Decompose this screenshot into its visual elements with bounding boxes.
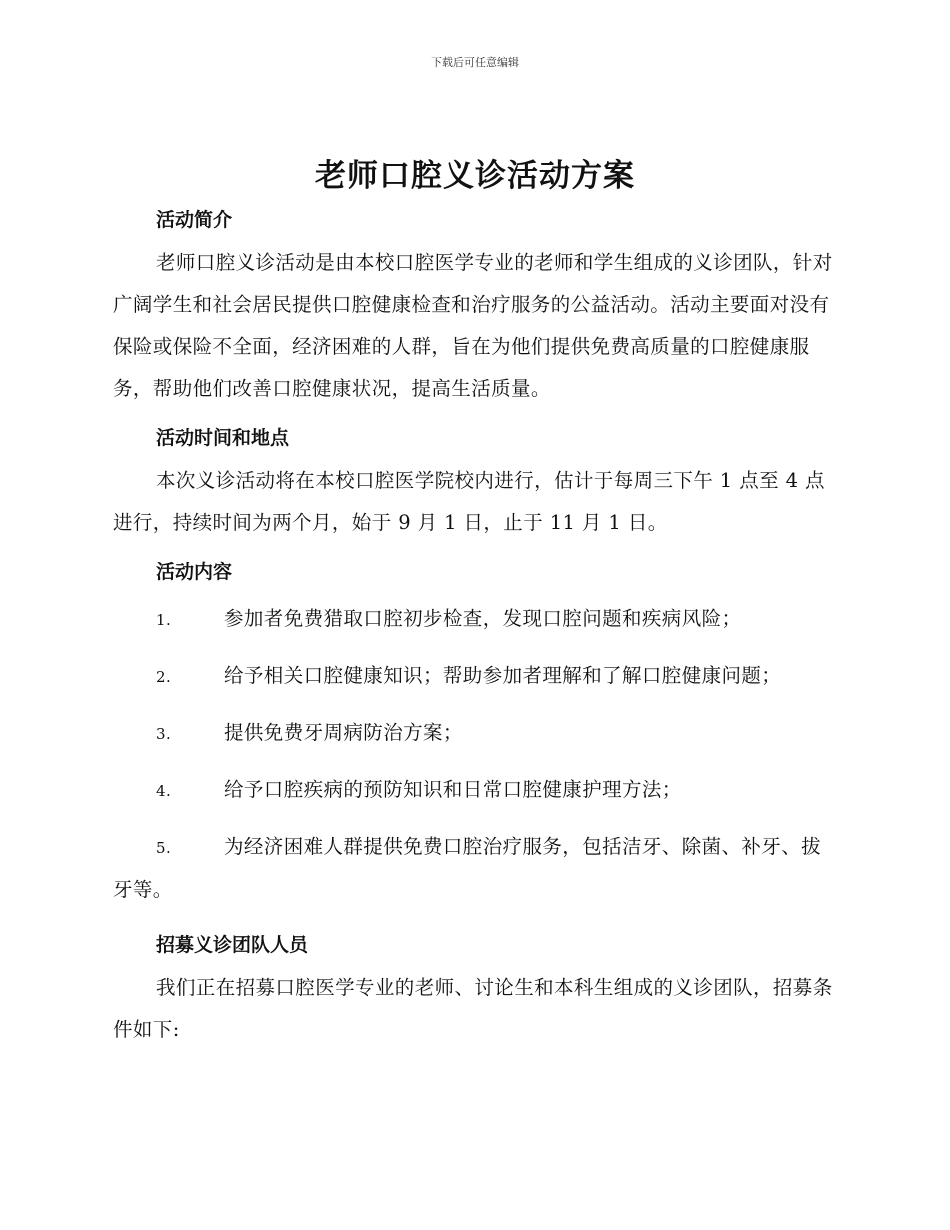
section-heading-time-place: 活动时间和地点 (156, 427, 290, 449)
list-item-number: 2. (156, 668, 172, 686)
section-paragraph-intro: 老师口腔义诊活动是由本校口腔医学专业的老师和学生组成的义诊团队，针对广阔学生和社会居民提供口腔健康检查和治疗服务的公益活动。活动主要面对没有保险或保险不全面，经济困难的人群，旨在为他们提供免费高质量的口腔健康服务，帮助他们改善口腔健康状况，提高生活质量。 (113, 251, 833, 400)
list-item (113, 598, 833, 641)
header-note: 下载后可任意编辑 (431, 56, 519, 69)
list-item-text: 为经济困难人群提供免费口腔治疗服务，包括洁牙、除菌、补牙、拔牙等。 (113, 835, 822, 901)
list-item (113, 655, 833, 698)
section-heading-intro: 活动简介 (156, 209, 233, 231)
section-heading-recruit: 招募义诊团队人员 (156, 934, 309, 956)
list-item-text: 给予相关口腔健康知识；帮助参加者理解和了解口腔健康问题； (224, 664, 782, 687)
section-paragraph-time-place: 本次义诊活动将在本校口腔医学院校内进行，估计于每周三下午 1 点至 4 点进行，持续时间为两个月，始于 9 月 1 日，止于 11 月 1 日。 (113, 469, 825, 534)
list-item-text: 参加者免费猎取口腔初步检查，发现口腔问题和疾病风险； (224, 607, 742, 630)
list-item (113, 769, 833, 812)
list-item-number: 3. (156, 725, 172, 743)
section-paragraph-recruit: 我们正在招募口腔医学专业的老师、讨论生和本科生组成的义诊团队，招募条件如下: (113, 976, 833, 1041)
section-heading-content: 活动内容 (156, 561, 233, 583)
list-item-text: 给予口腔疾病的预防知识和日常口腔健康护理方法； (224, 778, 682, 801)
list-item (113, 712, 833, 755)
list-item-number: 1. (156, 611, 172, 629)
document-title: 老师口腔义诊活动方案 (315, 158, 635, 194)
list-item-number: 4. (156, 782, 172, 800)
list-item-number: 5. (156, 839, 172, 857)
document-body (113, 200, 833, 1051)
list-item-text: 提供免费牙周病防治方案； (224, 721, 463, 744)
content-list (113, 598, 833, 911)
list-item (113, 826, 833, 911)
